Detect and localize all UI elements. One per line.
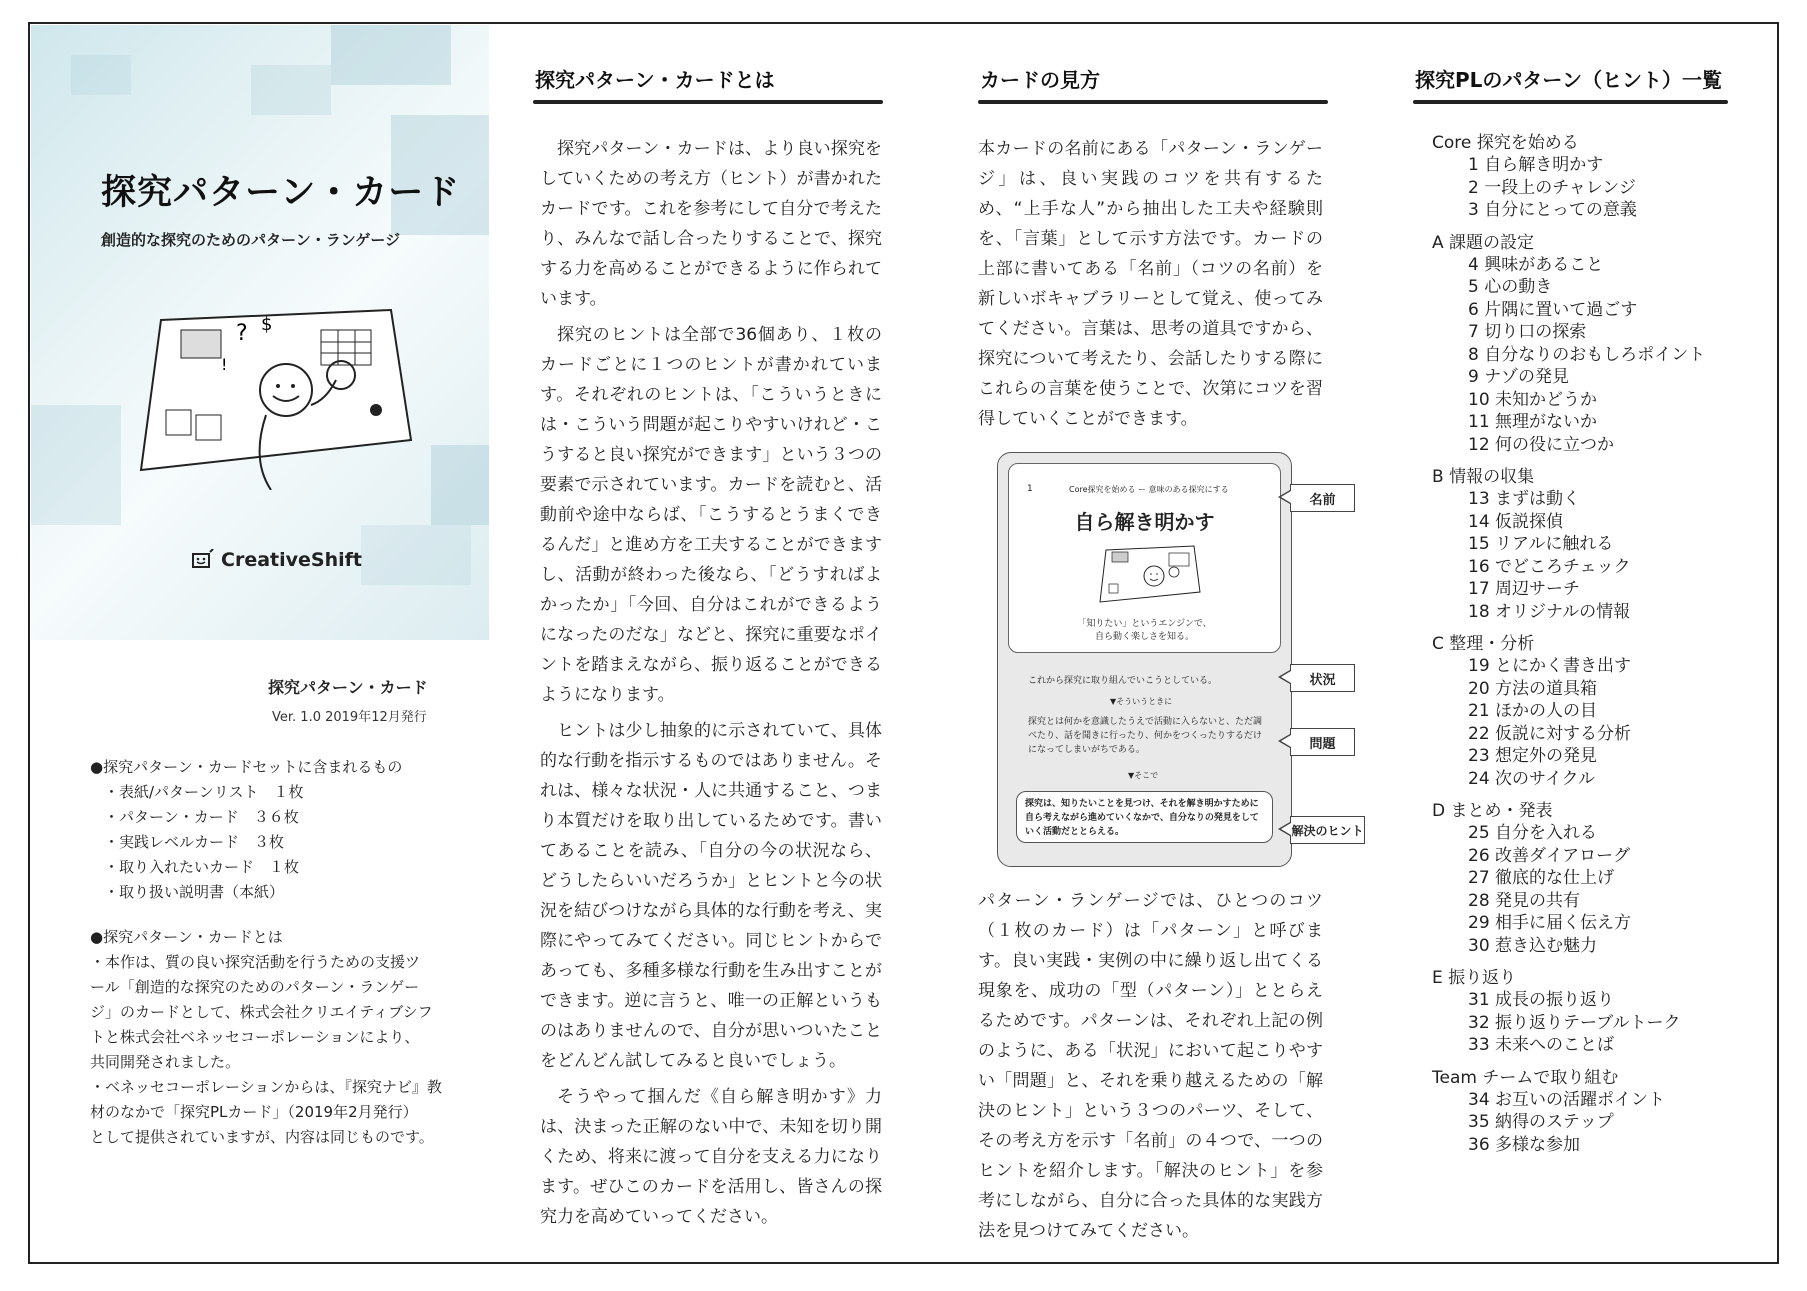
group-title: A 課題の設定 bbox=[1432, 232, 1535, 253]
pattern-item: 6 片隅に置いて過ごす bbox=[1468, 299, 1638, 320]
card-number: 1 bbox=[1027, 484, 1033, 494]
card-situation: これから探究に取り組んでいこうとしている。 bbox=[1028, 676, 1218, 686]
pattern-item: 25 自分を入れる bbox=[1468, 823, 1598, 843]
pattern-group-a bbox=[1432, 232, 1752, 457]
callout-solution: 解決のヒント bbox=[1290, 816, 1365, 844]
pattern-item: 22 仮説に対する分析 bbox=[1468, 723, 1632, 744]
card-tagline-line: 自ら動く楽しさを知る。 bbox=[1094, 632, 1194, 642]
group-title: Core 探究を始める bbox=[1432, 133, 1579, 153]
colophon-details bbox=[90, 755, 470, 1150]
about-heading: ●探究パターン・カードとは bbox=[90, 928, 283, 946]
pattern-item: 23 想定外の発見 bbox=[1468, 746, 1598, 766]
pattern-group-team bbox=[1432, 1067, 1752, 1157]
pattern-item: 10 未知かどうか bbox=[1468, 389, 1598, 410]
card-arrow-label: ▼そこで bbox=[1128, 771, 1159, 780]
cover-subtitle: 創造的な探究のためのパターン・ランゲージ bbox=[101, 231, 401, 249]
set-item: ・取り扱い説明書（本紙） bbox=[104, 883, 285, 901]
section-howto-heading: カードの見方 bbox=[980, 68, 1100, 92]
group-title: E 振り返り bbox=[1432, 968, 1517, 988]
pattern-item: 12 何の役に立つか bbox=[1468, 434, 1615, 455]
cover-title: 探究パターン・カード bbox=[101, 173, 461, 213]
pattern-item: 33 未来へのことば bbox=[1468, 1035, 1615, 1055]
pattern-item: 19 とにかく書き出す bbox=[1468, 656, 1632, 676]
pattern-group-c bbox=[1432, 633, 1752, 790]
pattern-item: 24 次のサイクル bbox=[1468, 768, 1595, 789]
card-arrow-label: ▼そういうときに bbox=[1110, 697, 1173, 706]
pattern-group-b bbox=[1432, 466, 1752, 623]
pattern-item: 7 切り口の探索 bbox=[1468, 322, 1587, 342]
pattern-item: 36 多様な参加 bbox=[1468, 1134, 1581, 1155]
about-paragraph: 探究のヒントは全部で36個あり、１枚のカードごとに１つのヒントが書かれています。それぞれのヒントは、「こういうときには・こういう問題が起こりやすいけれど・こうすると良い探究ができます」という３つの要素で示されています。カードを読むと、活動前や途中ならば、「こうするとうまくできるんだ」と進め方を工夫することができますし、活動が終わった後なら、「どうすればよかったか」「今回、自分はこれができるようになったのだな」などと、探究に重要なポイントを踏まえながら、振り返ることができるようになります。 bbox=[540, 325, 882, 705]
pattern-item: 14 仮説探偵 bbox=[1468, 511, 1564, 532]
svg-text:!: ! bbox=[221, 355, 228, 374]
about-line: ジ」のカードとして、株式会社クリエイティブシフ bbox=[90, 1003, 433, 1021]
group-title: B 情報の収集 bbox=[1432, 467, 1535, 487]
cover-panel bbox=[31, 25, 489, 640]
pattern-item: 15 リアルに触れる bbox=[1468, 534, 1614, 554]
about-line: トと株式会社ベネッセコーポレーションにより、 bbox=[90, 1028, 420, 1046]
set-item: ・実践レベルカード ３枚 bbox=[104, 833, 285, 851]
callout-problem: 問題 bbox=[1290, 728, 1355, 756]
set-item: ・表紙/パターンリスト １枚 bbox=[104, 783, 304, 801]
card-category: Core探究を始める ー 意味のある探究にする bbox=[1069, 485, 1229, 494]
pattern-group-core bbox=[1432, 132, 1752, 222]
pattern-item: 26 改善ダイアローグ bbox=[1468, 845, 1631, 866]
pattern-item: 31 成長の振り返り bbox=[1468, 990, 1615, 1010]
howto-outro: パターン・ランゲージでは、ひとつのコツ（１枚のカード）は「パターン」と呼びます。良い実践・実例の中に繰り返し出てくる現象を、成功の「型（パターン）」ととらえるためです。パターンは、それぞれ上記の例のように、ある「状況」において起こりやすい「問題」と、それを乗り越えるための「解決のヒント」という３つのパーツ、そして、その考え方を示す「名前」の４つで、一つのヒントを紹介します。「解決のヒント」を参考にしながら、自分に合った具体的な実践方法を見つけてみてください。 bbox=[978, 891, 1323, 1241]
logo-text: CreativeShift bbox=[221, 549, 362, 571]
cover-illustration bbox=[121, 290, 421, 490]
pattern-item: 5 心の動き bbox=[1468, 277, 1553, 297]
pattern-item: 27 徹底的な仕上げ bbox=[1468, 868, 1615, 888]
pattern-group-e bbox=[1432, 967, 1752, 1057]
pattern-item: 11 無理がないか bbox=[1468, 412, 1598, 432]
pattern-item: 34 お互いの活躍ポイント bbox=[1468, 1089, 1666, 1110]
heading-underline bbox=[533, 100, 883, 104]
pattern-item: 29 相手に届く伝え方 bbox=[1468, 913, 1632, 933]
pattern-item: 30 惹き込む魅力 bbox=[1468, 935, 1598, 956]
pattern-item: 35 納得のステップ bbox=[1468, 1112, 1614, 1132]
pattern-item: 8 自分なりのおもしろポイント bbox=[1468, 344, 1706, 365]
card-tagline bbox=[1009, 618, 1280, 644]
card-illustration bbox=[1094, 540, 1204, 610]
pattern-item: 18 オリジナルの情報 bbox=[1468, 601, 1631, 622]
callout-situation: 状況 bbox=[1290, 664, 1355, 692]
pattern-item: 13 まずは動く bbox=[1468, 489, 1581, 509]
pattern-group-d bbox=[1432, 800, 1752, 957]
about-line: として提供されていますが、内容は同じものです。 bbox=[90, 1128, 434, 1146]
group-title: Team チームで取り組む bbox=[1432, 1067, 1619, 1088]
sample-card bbox=[997, 452, 1292, 867]
about-line: 共同開発されました。 bbox=[90, 1053, 241, 1071]
colophon-name: 探究パターン・カード bbox=[268, 678, 428, 697]
creativeshift-logo bbox=[191, 549, 362, 571]
colophon-version: Ver. 1.0 2019年12月発行 bbox=[272, 710, 427, 725]
heading-underline bbox=[978, 100, 1328, 104]
pattern-item: 3 自分にとっての意義 bbox=[1468, 200, 1637, 220]
svg-text:?: ? bbox=[236, 321, 248, 346]
pattern-list bbox=[1432, 132, 1752, 1166]
howto-intro: 本カードの名前にある「パターン・ランゲージ」は、良い実践のコツを共有するため、“上手な人”から抽出した工夫や経験則を、「言葉」として示す方法です。カードの上部に書いてある「名前」（コツの名前）を新しいボキャブラリーとして覚え、使ってみてください。言葉は、思考の道具ですから、探究について考えたり、会話したりする際にこれらの言葉を使うことで、次第にコツを習得していくことができます。 bbox=[978, 139, 1323, 429]
about-line: ・本作は、質の良い探究活動を行うための支援ツ bbox=[90, 953, 421, 971]
callout-name: 名前 bbox=[1290, 484, 1355, 512]
heading-underline bbox=[1413, 100, 1728, 104]
group-title: D まとめ・発表 bbox=[1432, 801, 1553, 821]
about-paragraph: ヒントは少し抽象的に示されていて、具体的な行動を指示するものではありません。それは、様々な状況・人に共通すること、つまり本質だけを取り出しているためです。書いてあることを読み、「自分の今の状況なら、どうしたらいいだろうか」とヒントと今の状況を結びつけながら具体的な行動を考え、実際にやってみてください。同じヒントからであっても、多種多様な行動を生み出すことができます。逆に言うと、唯一の正解というものはありませんので、自分が思いついたことをどんどん試してみると良いでしょう。 bbox=[540, 721, 882, 1071]
pattern-item: 32 振り返りテーブルトーク bbox=[1468, 1012, 1681, 1033]
group-title: C 整理・分析 bbox=[1432, 634, 1535, 654]
svg-text:$: $ bbox=[261, 314, 273, 335]
set-item: ・パターン・カード ３６枚 bbox=[104, 808, 299, 826]
pattern-item: 4 興味があること bbox=[1468, 254, 1604, 275]
about-line: ・ベネッセコーポレーションからは、『探究ナビ』教 bbox=[90, 1078, 442, 1096]
pattern-item: 16 でどころチェック bbox=[1468, 556, 1631, 577]
pattern-item: 20 方法の道具箱 bbox=[1468, 678, 1598, 699]
about-paragraph: そうやって掴んだ《自ら解き明かす》力は、決まった正解のない中で、未知を切り開くため、将来に渡って自分を支える力になります。ぜひこのカードを活用し、皆さんの探究力を高めていってください。 bbox=[540, 1087, 882, 1227]
section-about-heading: 探究パターン・カードとは bbox=[535, 68, 775, 92]
card-title: 自ら解き明かす bbox=[1074, 510, 1215, 534]
pattern-item: 21 ほかの人の目 bbox=[1468, 701, 1598, 721]
about-line: 材のなかで「探究PLカード」（2019年2月発行） bbox=[90, 1103, 418, 1121]
card-solution: 探究は、知りたいことを見つけ、それを解き明かすために自ら考えながら進めていくなかで、自分なりの発見をしていく活動だととらえる。 bbox=[1016, 791, 1273, 843]
smiley-monitor-icon bbox=[191, 549, 215, 571]
card-header bbox=[1008, 463, 1281, 653]
about-line: ール「創造的な探究のためのパターン・ランゲー bbox=[90, 978, 420, 996]
pattern-item: 28 発見の共有 bbox=[1468, 890, 1581, 911]
card-tagline-line: 「知りたい」というエンジンで、 bbox=[1077, 619, 1212, 629]
section-list-heading: 探究PLのパターン（ヒント）一覧 bbox=[1415, 68, 1723, 92]
card-problem: 探究とは何かを意識したうえで活動に入らないと、ただ調べたり、話を聞きに行ったり、何かをつくったりするだけになってしまいがちである。 bbox=[1028, 717, 1263, 755]
section-about-body bbox=[540, 134, 882, 1238]
pattern-item: 9 ナゾの発見 bbox=[1468, 367, 1570, 387]
pattern-item: 1 自ら解き明かす bbox=[1468, 155, 1604, 175]
set-item: ・取り入れたいカード １枚 bbox=[104, 858, 300, 876]
pattern-item: 17 周辺サーチ bbox=[1468, 579, 1581, 599]
set-heading: ●探究パターン・カードセットに含まれるもの bbox=[90, 758, 403, 776]
about-paragraph: 探究パターン・カードは、より良い探究をしていくための考え方（ヒント）が書かれたカードです。これを参考にして自分で考えたり、みんなで話し合ったりすることで、探究する力を高めることができるように作られています。 bbox=[540, 139, 882, 309]
pattern-item: 2 一段上のチャレンジ bbox=[1468, 177, 1636, 198]
